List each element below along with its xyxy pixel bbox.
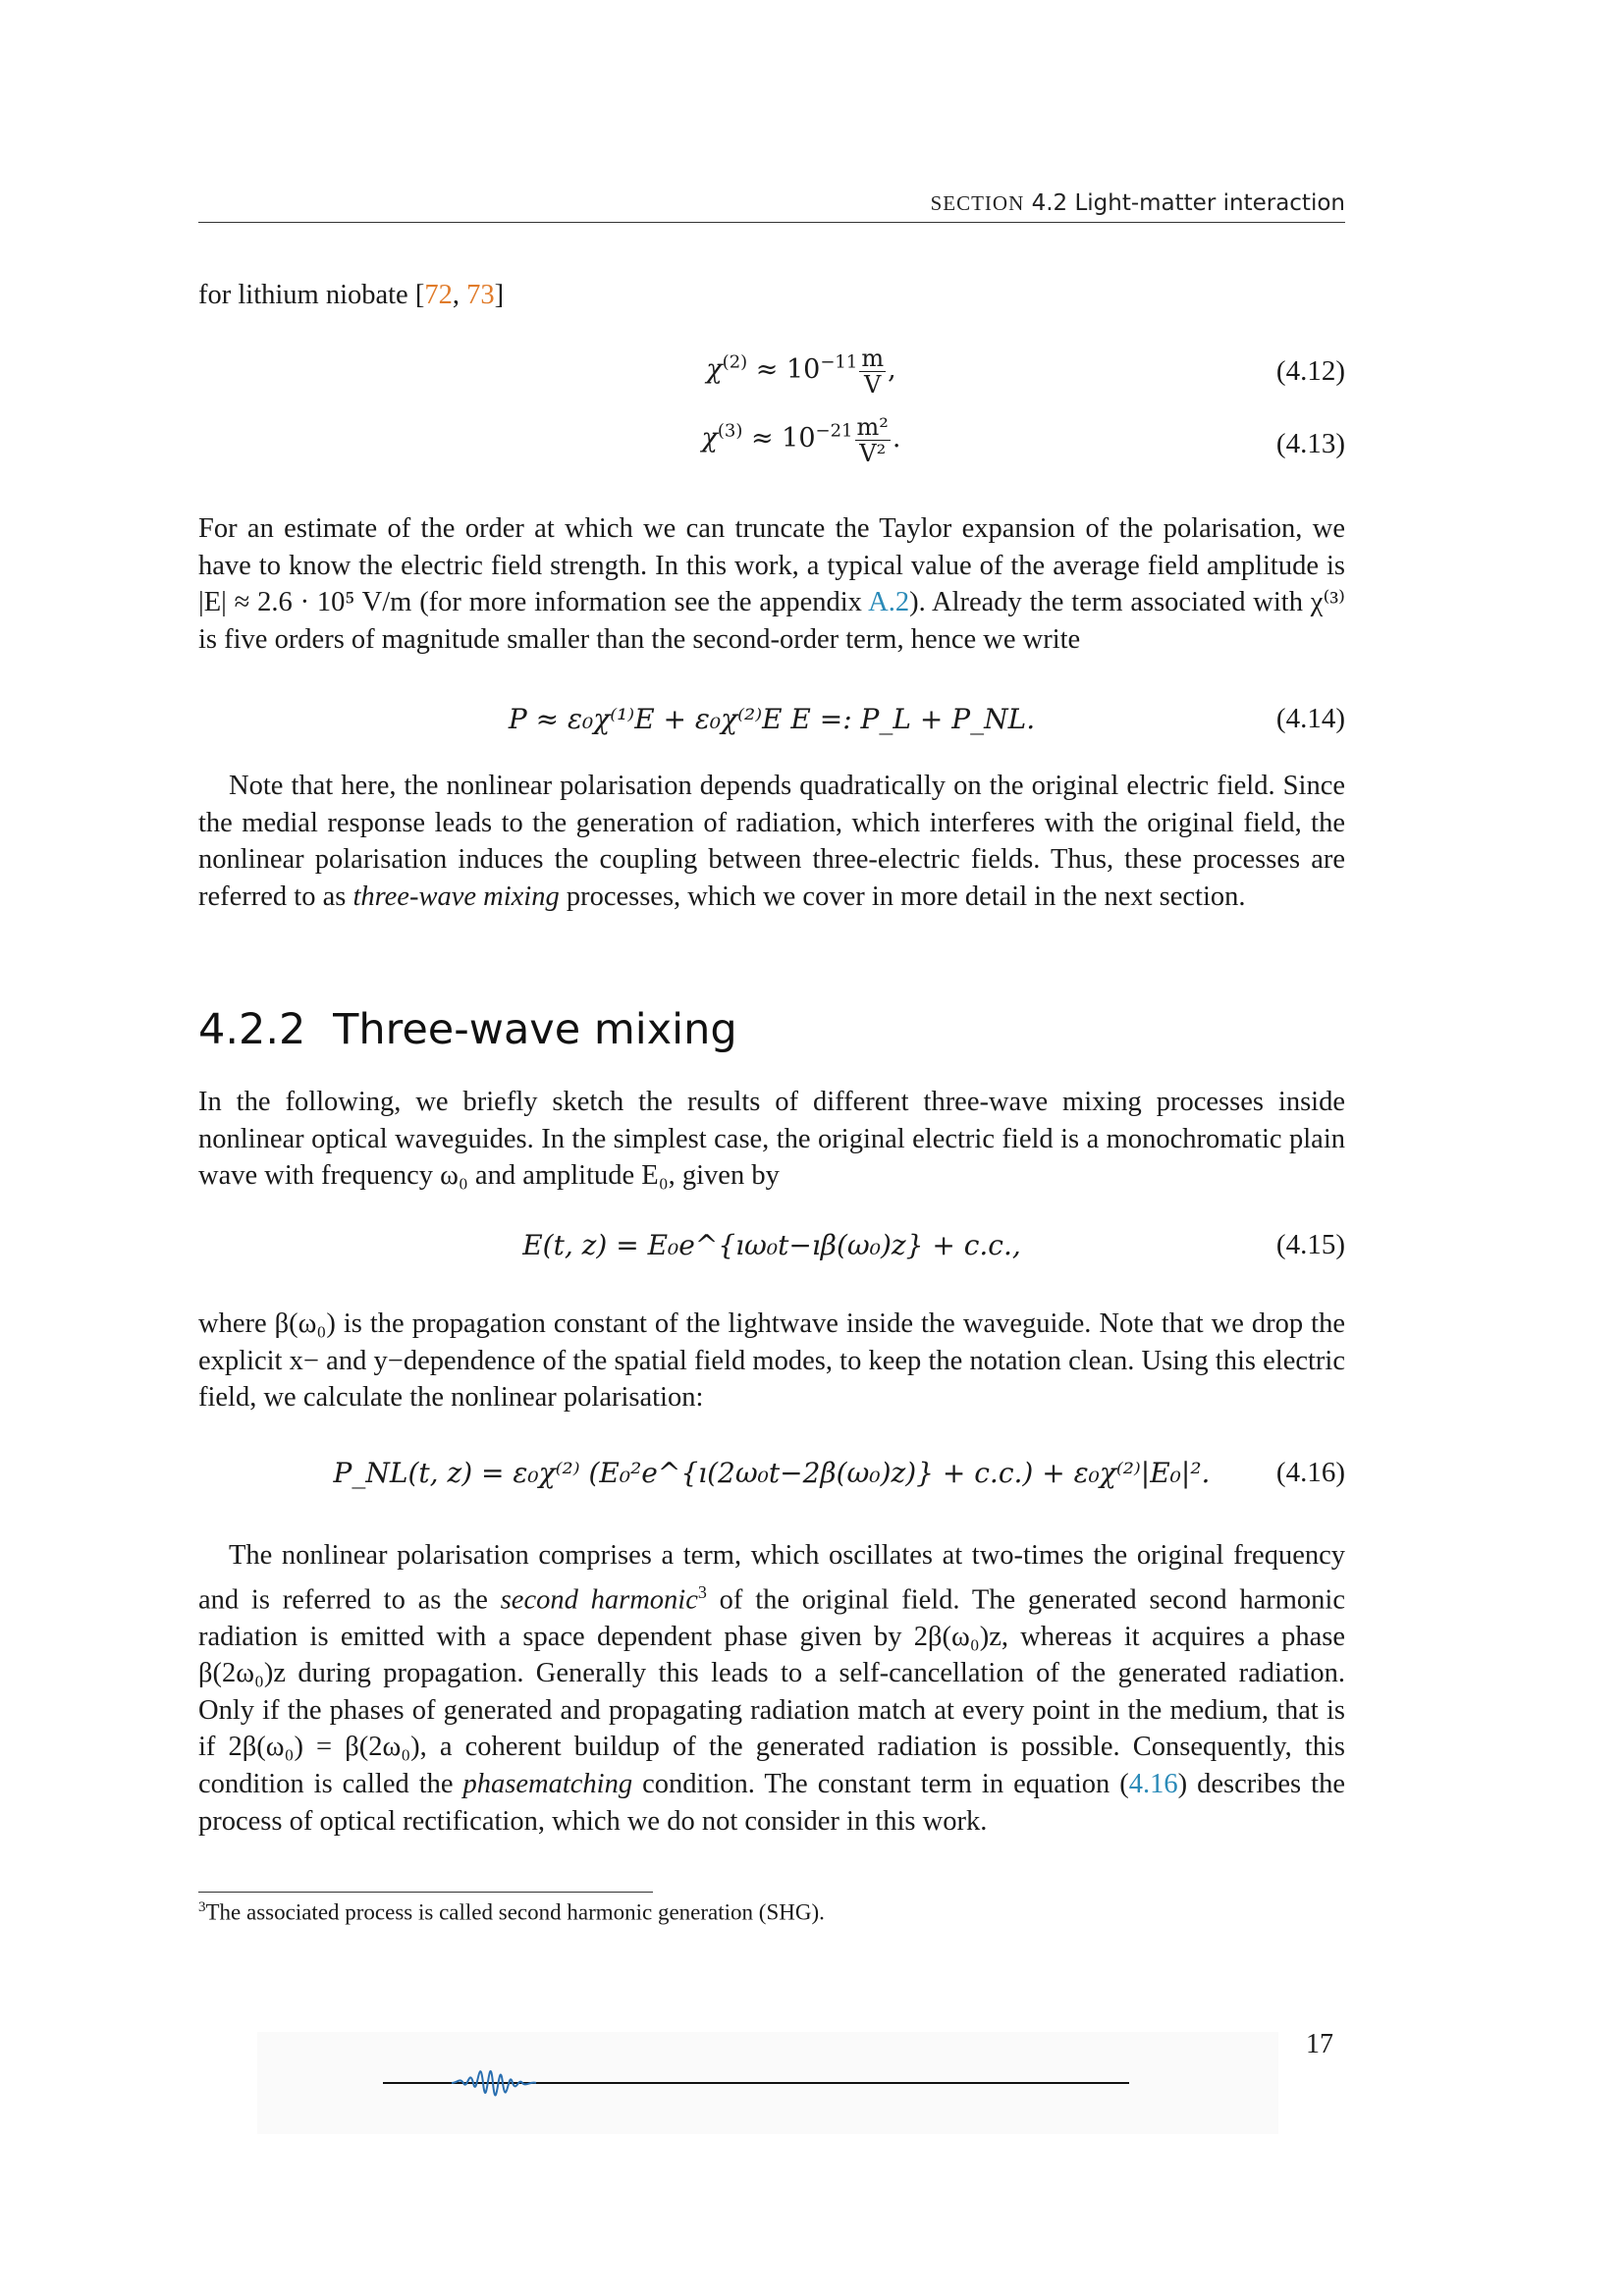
equation-4-12 — [198, 346, 1345, 398]
p3-text: In the following, we briefly sketch the results of different three-wave mixing processes inside nonlinear optical waveguides. In the simplest case, the original electric field is a monochromatic plain wave with frequency ω₀ and amplitude E₀, given by — [198, 1087, 1345, 1192]
appendix-link-a2[interactable]: A.2 — [868, 587, 910, 618]
paragraph-second-harmonic — [198, 1537, 1345, 1840]
p2-emphasis: three-wave mixing — [352, 881, 560, 912]
header-section-title: 4.2 Light-matter interaction — [1031, 190, 1345, 216]
intro-line — [198, 277, 1345, 314]
footnote-text: The associated process is called second harmonic generation (SHG). — [205, 1899, 825, 1925]
footnote-mark: 3 — [198, 1899, 206, 1915]
footnote-rule — [198, 1892, 653, 1893]
equation-link-4-16[interactable]: 4.16 — [1128, 1769, 1178, 1800]
eq416-label: (4.16) — [1275, 1457, 1345, 1488]
page-number: 17 — [1306, 2029, 1333, 2059]
running-header — [198, 190, 1345, 220]
eq413-lhs: χ — [701, 423, 718, 454]
eq414-body: P ≈ ε₀χ⁽¹⁾E + ε₀χ⁽²⁾E E =: P_L + P_NL. — [508, 703, 1036, 735]
p1-text-b: ). Already the term associated with χ⁽³⁾ is five orders of magnitude smaller than the second-order term, hence we write — [198, 587, 1346, 655]
paragraph-field-strength — [198, 510, 1345, 658]
p5-text-c: condition. The constant term in equation ( — [632, 1769, 1129, 1800]
eq413-sup: (3) — [717, 420, 743, 442]
p1-text-a: For an estimate of the order at which we can truncate the Taylor expansion of the polarisation, we have to know the electric field strength. In this work, a typical value of the average field amplitude is |E| ≈ 2.6 · 10⁵ V/m (for more information see the appendix — [198, 513, 1345, 618]
cite-close: ] — [494, 280, 505, 310]
eq413-den: V² — [859, 440, 887, 467]
eq412-lhs: χ — [706, 354, 723, 386]
eq413-exp: −21 — [815, 420, 853, 442]
eq414-label: (4.14) — [1275, 703, 1345, 734]
eq412-tail: , — [888, 354, 896, 386]
equation-4-15 — [198, 1229, 1345, 1262]
eq412-sup: (2) — [722, 351, 748, 373]
paragraph-nonlinear-polarisation — [198, 768, 1345, 915]
section-number: 4.2.2 — [198, 1005, 306, 1054]
eq416-body: P_NL(t, z) = ε₀χ⁽²⁾ (E₀²e^{ı(2ω₀t−2β(ω₀)z)} + c.c.) + ε₀χ⁽²⁾|E₀|². — [333, 1457, 1211, 1489]
paragraph-three-wave-intro — [198, 1084, 1345, 1195]
paragraph-propagation-constant — [198, 1306, 1345, 1416]
eq412-label: (4.12) — [1275, 355, 1345, 387]
intro-text: for lithium niobate [ — [198, 280, 425, 310]
cite-sep: , — [452, 280, 467, 310]
p5-text-d: ) describes the process of optical rectification, which we do not consider in this work. — [198, 1769, 1345, 1837]
eq412-den: V — [864, 371, 882, 399]
citation-73[interactable]: 73 — [466, 280, 495, 310]
section-title: Three-wave mixing — [333, 1005, 737, 1054]
eq415-label: (4.15) — [1275, 1229, 1345, 1260]
p2-text-b: processes, which we cover in more detail in the next section. — [559, 881, 1246, 912]
eq412-fraction — [859, 346, 886, 398]
equation-4-13 — [198, 414, 1345, 466]
header-rule — [198, 222, 1345, 223]
equation-4-14 — [198, 703, 1345, 736]
p2-text-a: Note that here, the nonlinear polarisation depends quadratically on the original electric field. Since the medial response leads to the generation of radiation, which interferes with the original field, the nonlinear polarisation induces the coupling between three-electric fields. Thus, these processes are referred to as — [198, 771, 1345, 912]
eq413-rel: ≈ 10 — [742, 423, 816, 454]
waveform-logo-icon — [383, 2032, 1149, 2130]
footnote — [198, 1899, 825, 1926]
eq413-tail: . — [892, 423, 901, 454]
eq413-label: (4.13) — [1275, 428, 1345, 459]
eq412-rel: ≈ 10 — [747, 354, 821, 386]
eq413-fraction — [855, 414, 891, 466]
p5-emphasis-phasematching: phasematching — [462, 1769, 633, 1800]
p5-text-a: The nonlinear polarisation comprises a term, which oscillates at two-times the original frequency and is referred to as the — [198, 1540, 1345, 1616]
eq412-exp: −11 — [820, 351, 858, 373]
eq413-num: m² — [856, 413, 889, 441]
p4-text: where β(ω₀) is the propagation constant of the lightwave inside the waveguide. Note that we drop the explicit x− and y−dependence of the spatial field modes, to keep the notation clean. Using this electric field, we calculate the nonlinear polarisation: — [198, 1308, 1345, 1414]
p5-emphasis-second-harmonic: second harmonic — [500, 1584, 698, 1616]
eq415-body: E(t, z) = E₀e^{ıω₀t−ıβ(ω₀)z} + c.c., — [522, 1229, 1021, 1261]
footnote-marker[interactable]: 3 — [697, 1581, 707, 1602]
citation-72[interactable]: 72 — [424, 280, 453, 310]
eq412-num: m — [861, 345, 885, 372]
p5-text-b: of the original field. The generated second harmonic radiation is emitted with a space dependent phase given by 2β(ω₀)z, whereas it acquires a phase β(2ω₀)z during propagation. Generally this leads to a self-cancellation of the generated radiation. Only if the phases of generated and propagating radiation match at every point in the medium, that is if 2β(ω₀) = β(2ω₀), a coherent buildup of the generated radiation is possible. Consequently, this condition is called the — [198, 1584, 1345, 1800]
section-heading — [198, 1005, 737, 1054]
equation-4-16 — [198, 1457, 1345, 1490]
header-section-label: SECTION — [930, 191, 1025, 215]
